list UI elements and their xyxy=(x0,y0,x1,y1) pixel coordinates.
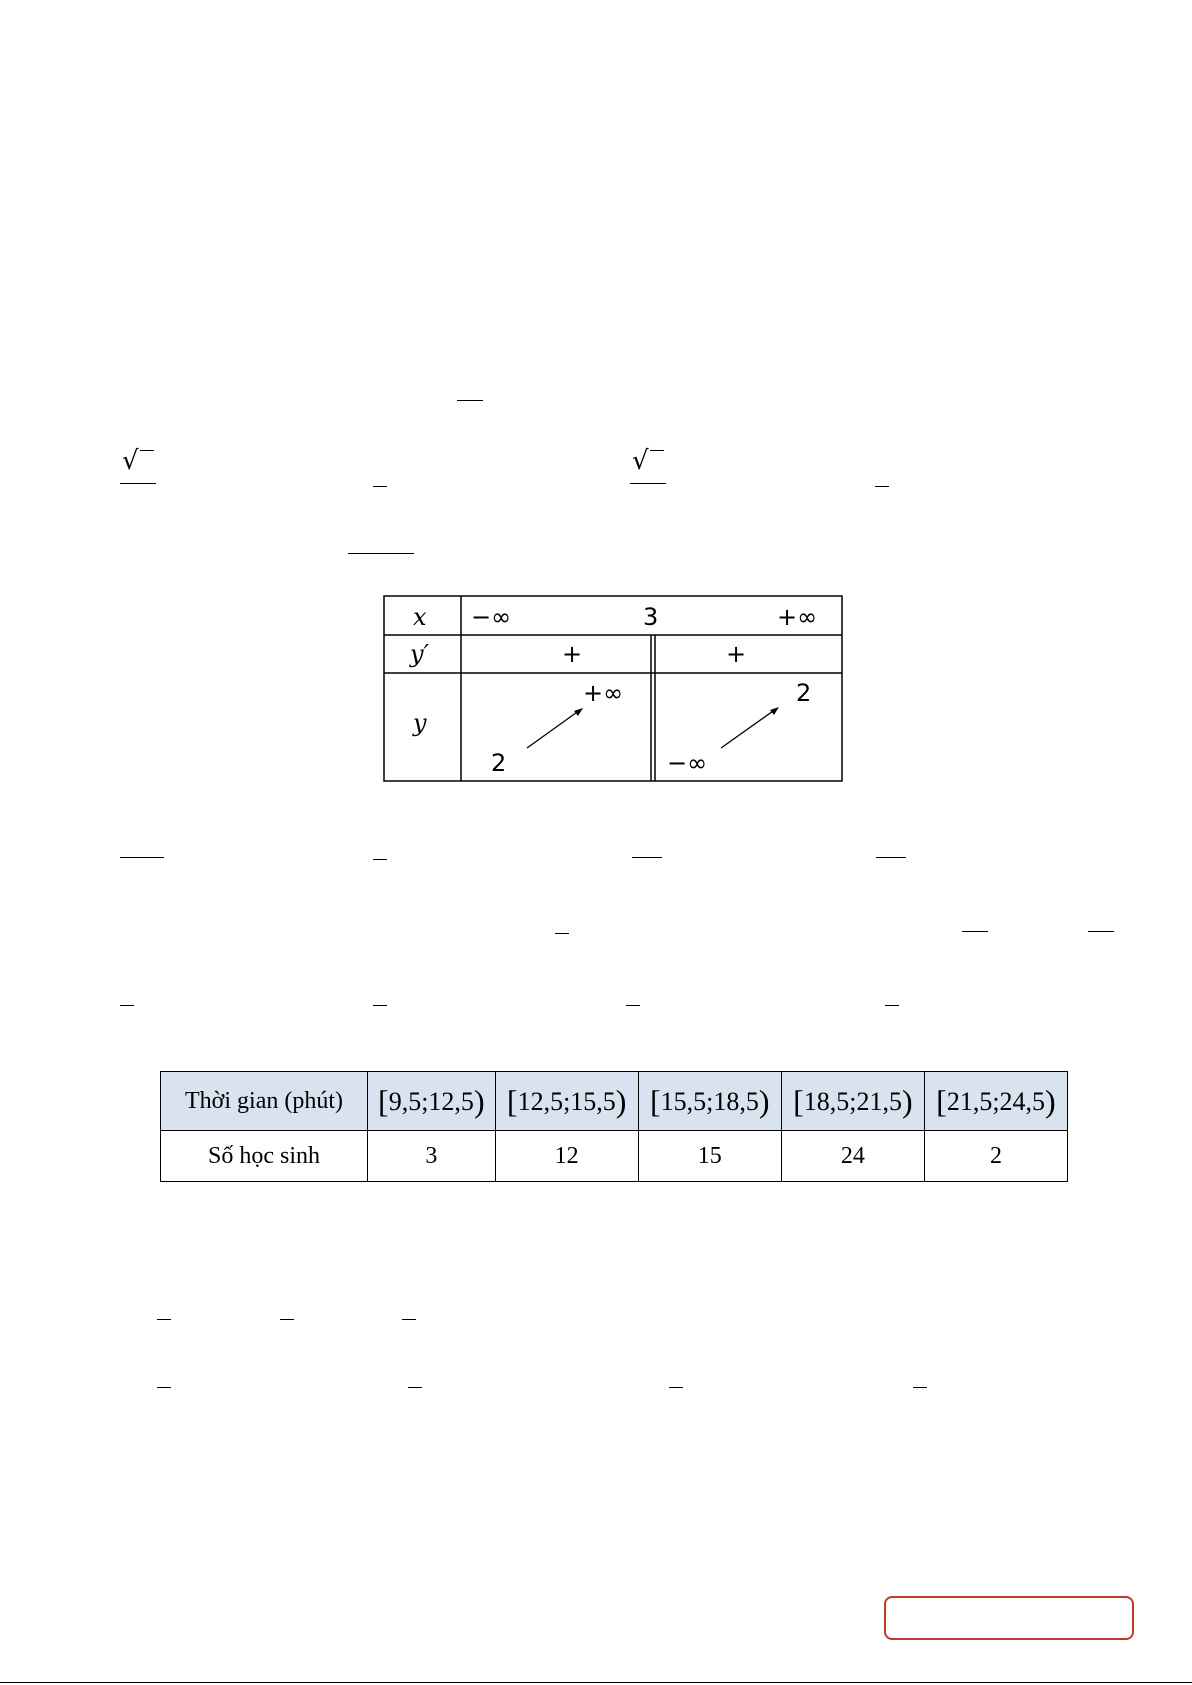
fraction-bar xyxy=(157,1319,171,1320)
variation-table xyxy=(383,593,843,783)
interval-cell xyxy=(368,1072,496,1131)
bracket-open: [ xyxy=(936,1082,947,1119)
fraction-bar xyxy=(885,1005,899,1006)
x-value-pos-inf: +∞ xyxy=(777,603,818,631)
fraction-bar xyxy=(120,1005,134,1006)
fraction-bar xyxy=(157,1387,171,1388)
fraction-bar xyxy=(373,859,387,860)
yprime-sign-right: + xyxy=(726,640,747,668)
x-value-critical: 3 xyxy=(643,603,659,631)
fraction-bar xyxy=(457,400,483,401)
bracket-close: ) xyxy=(615,1082,627,1119)
y-right-low: −∞ xyxy=(667,749,708,777)
fraction-bar xyxy=(875,486,889,487)
fraction-bar xyxy=(962,931,988,932)
y-right-high: 2 xyxy=(796,679,812,707)
frequency-table xyxy=(160,1071,1068,1182)
y-row-label: y xyxy=(413,709,427,737)
interval-cell xyxy=(495,1072,638,1131)
interval-cell xyxy=(781,1072,924,1131)
bracket-open: [ xyxy=(506,1082,518,1119)
fraction-bar xyxy=(669,1387,683,1388)
fraction-bar xyxy=(626,1005,640,1006)
fraction-bar xyxy=(913,1387,927,1388)
interval-value: 15,5;18,5 xyxy=(660,1086,759,1116)
yprime-sign-left: + xyxy=(562,640,583,668)
bracket-close: ) xyxy=(758,1082,770,1119)
radical-sign: √ xyxy=(632,446,649,476)
fraction-bar xyxy=(555,933,569,934)
radical-overline xyxy=(650,450,664,451)
count-value: 2 xyxy=(989,1142,1002,1169)
fraction-bar xyxy=(280,1319,294,1320)
fraction-bar xyxy=(120,857,164,858)
bracket-open: [ xyxy=(793,1082,804,1119)
footer-badge xyxy=(884,1596,1134,1640)
frequency-table-count-row xyxy=(161,1131,1068,1182)
y-left-high: +∞ xyxy=(583,679,624,707)
fraction-bar xyxy=(630,483,666,484)
fraction-bar xyxy=(348,553,414,554)
fraction-bar xyxy=(373,486,387,487)
bracket-open: [ xyxy=(649,1082,661,1119)
bracket-close: ) xyxy=(1045,1082,1056,1119)
count-value: 12 xyxy=(554,1142,579,1169)
count-cell xyxy=(368,1131,496,1182)
fraction-bar xyxy=(408,1387,422,1388)
interval-cell xyxy=(924,1072,1067,1131)
count-cell xyxy=(638,1131,781,1182)
bracket-close: ) xyxy=(901,1082,913,1119)
interval-value: 12,5;15,5 xyxy=(517,1086,616,1116)
interval-value: 9,5;12,5 xyxy=(388,1086,474,1116)
frequency-table-header-row xyxy=(161,1072,1068,1131)
radical-overline xyxy=(140,450,154,451)
fraction-bar xyxy=(120,483,156,484)
fraction-bar xyxy=(373,1005,387,1006)
yprime-row-label: y′ xyxy=(410,640,430,668)
count-cell xyxy=(924,1131,1067,1182)
x-value-neg-inf: −∞ xyxy=(471,603,512,631)
header-label: Thời gian (phút) xyxy=(185,1087,343,1114)
interval-value: 21,5;24,5 xyxy=(946,1086,1046,1116)
interval-cell xyxy=(638,1072,781,1131)
fraction-bar xyxy=(876,857,906,858)
radical-sign: √ xyxy=(122,446,139,476)
interval-value: 18,5;21,5 xyxy=(803,1086,902,1116)
footer-rule xyxy=(0,1682,1192,1683)
row-label: Số học sinh xyxy=(207,1142,320,1169)
count-value: 3 xyxy=(425,1142,438,1169)
y-left-low: 2 xyxy=(491,749,507,777)
fraction-bar xyxy=(402,1319,416,1320)
count-value: 15 xyxy=(697,1142,722,1169)
count-cell xyxy=(495,1131,638,1182)
x-row-label: x xyxy=(413,603,427,631)
bracket-open: [ xyxy=(378,1082,389,1119)
bracket-close: ) xyxy=(473,1082,485,1119)
count-value: 24 xyxy=(840,1142,865,1169)
fraction-bar xyxy=(632,857,662,858)
row-label-cell xyxy=(161,1131,368,1182)
count-cell xyxy=(781,1131,924,1182)
fraction-bar xyxy=(1088,931,1114,932)
header-label-cell xyxy=(161,1072,368,1131)
